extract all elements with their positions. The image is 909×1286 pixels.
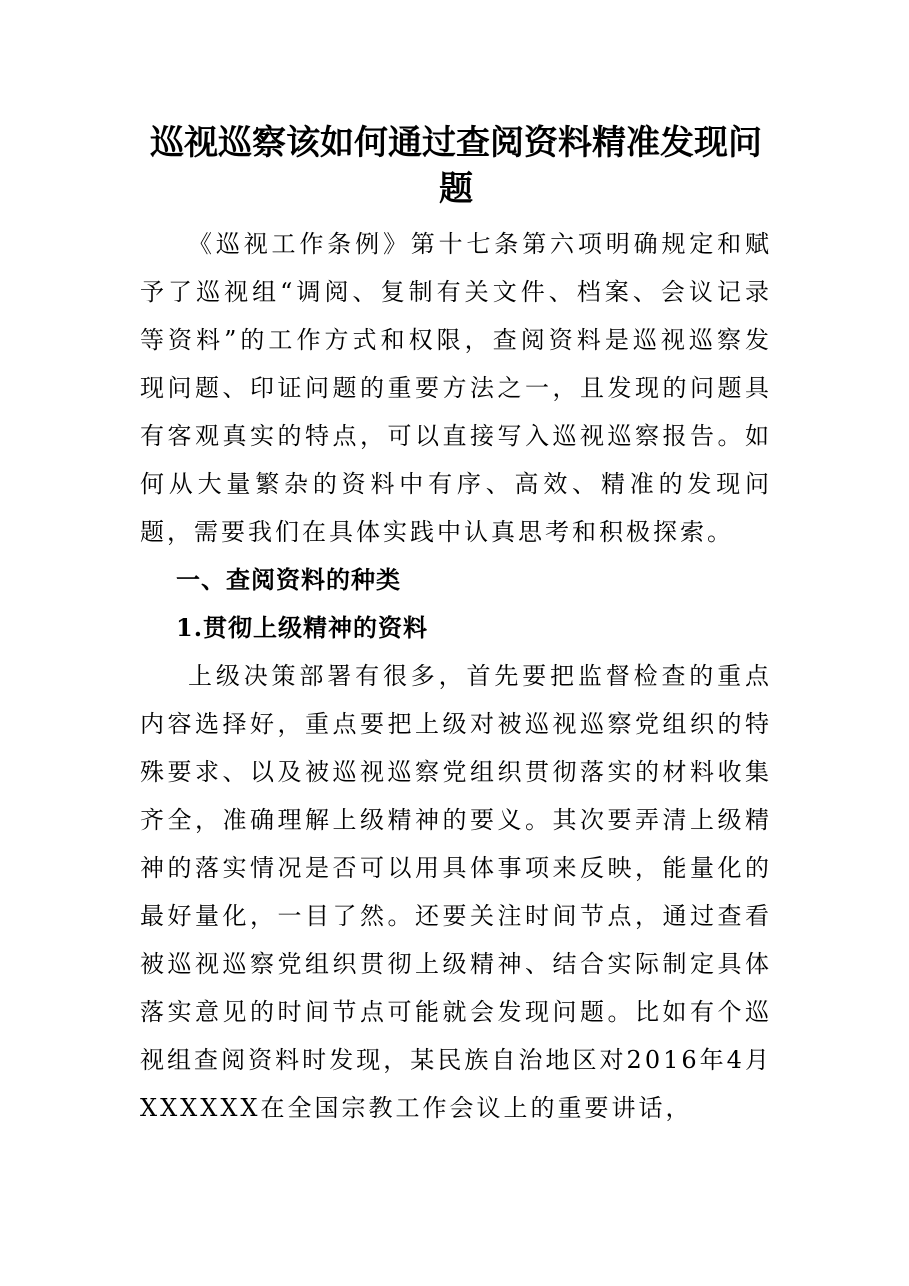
document-title: 巡视巡察该如何通过查阅资料精准发现问题 xyxy=(150,123,762,209)
document-body xyxy=(140,220,772,1132)
section-heading: 一、查阅资料的种类 xyxy=(176,565,401,594)
body-paragraph: 上级决策部署有很多，首先要把监督检查的重点内容选择好，重点要把上级对被巡视巡察党组织的特殊要求、以及被巡视巡察党组织贯彻落实的材料收集齐全，准确理解上级精神的要义。其次要弄清上级精神的落实情况是否可以用具体事项来反映，能量化的最好量化，一目了然。还要关注时间节点，通过查看被巡视巡察党组织贯彻上级精神、结合实际制定具体落实意见的时间节点可能就会发现问题。比如有个巡视组查阅资料时发现，某民族自治地区对2016年4月XXXXXX在全国宗教工作会议上的重要讲话， xyxy=(140,662,772,1122)
intro-paragraph: 《巡视工作条例》第十七条第六项明确规定和赋予了巡视组“调阅、复制有关文件、档案、会议记录等资料”的工作方式和权限，查阅资料是巡视巡察发现问题、印证问题的重要方法之一，且发现的问题具有客观真实的特点，可以直接写入巡视巡察报告。如何从大量繁杂的资料中有序、高效、精准的发现问题，需要我们在具体实践中认真思考和积极探索。 xyxy=(140,230,772,546)
subsection-heading: 1.贯彻上级精神的资料 xyxy=(176,613,429,642)
